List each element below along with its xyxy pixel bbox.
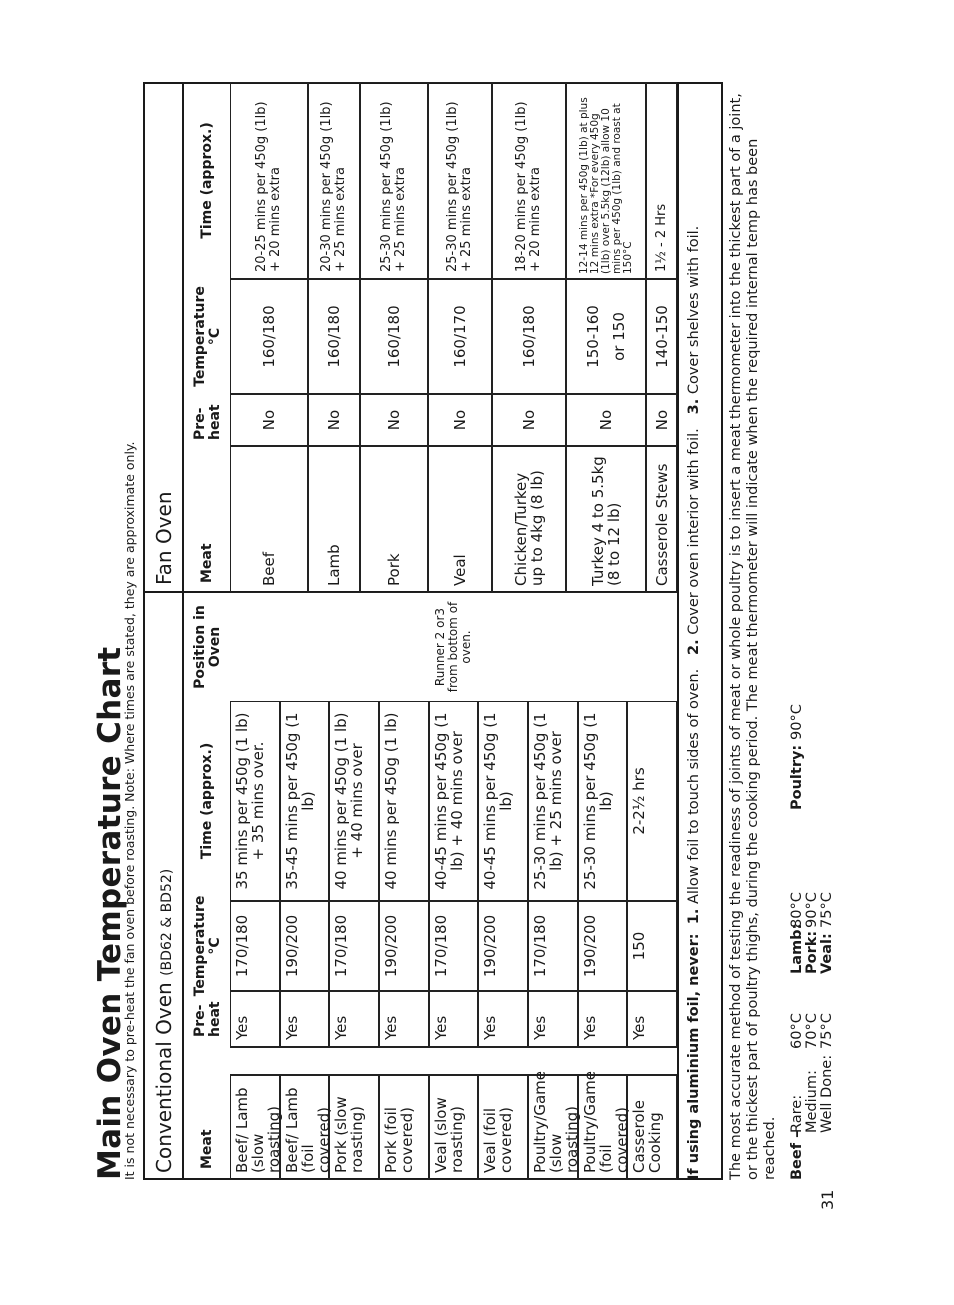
conv-row-preheat: Yes bbox=[329, 991, 379, 1047]
fan-row-time: 25-30 mins per 450g (1lb) + 25 mins extra bbox=[360, 82, 428, 279]
conv-row-temp: 190/200 bbox=[280, 901, 330, 991]
conv-row-time: 40-45 mins per 450g (1 lb) + 40 mins over bbox=[429, 701, 479, 901]
fan-row-temp-value: 150-160 bbox=[584, 305, 602, 368]
pork-value: 90°C bbox=[804, 892, 820, 928]
conv-row-preheat: Yes bbox=[429, 991, 479, 1047]
conv-row-time: 35-45 mins per 450g (1 lb) bbox=[280, 701, 330, 901]
conv-row-meat: Veal (foil covered) bbox=[478, 1075, 528, 1180]
fan-row-temp-value: 160/180 bbox=[325, 305, 343, 368]
fan-row-temp-value: 160/180 bbox=[520, 305, 538, 368]
conv-row-meat: Poultry/Game (foil covered) bbox=[578, 1075, 628, 1180]
fan-row-meat: Lamb bbox=[308, 446, 360, 593]
fan-row-time: 1½ - 2 Hrs bbox=[646, 82, 677, 279]
conventional-models: (BD62 & BD52) bbox=[159, 868, 175, 976]
fan-row-temp bbox=[230, 279, 308, 394]
foil-lead: If using aluminium foil, never: bbox=[686, 933, 702, 1180]
conv-row-temp: 170/180 bbox=[429, 901, 479, 991]
fan-row-meat: Veal bbox=[428, 446, 492, 593]
fan-row-meat: Beef bbox=[230, 446, 308, 593]
fan-row-time: 20-25 mins per 450g (1lb) + 20 mins extra bbox=[230, 82, 308, 279]
thermometer-paragraph: The most accurate method of testing the readiness of joints of meat or whole poultry is to insert a meat thermometer into the thickest part of a joint, or the thickest part of poultry thighs, during the cooking period. The meat thermometer will indicate when the required internal temp has been reached. bbox=[728, 93, 778, 1180]
medium-label: Medium: bbox=[804, 1070, 820, 1133]
fan-row-temp bbox=[360, 279, 428, 394]
welldone-value: 75°C bbox=[819, 1013, 835, 1049]
fan-row-temp bbox=[428, 279, 492, 394]
fan-row-preheat: No bbox=[566, 394, 646, 446]
conv-header-temperature: Temperature °C bbox=[191, 895, 223, 997]
conv-row-meat: Veal (slow roasting) bbox=[429, 1075, 479, 1180]
conv-row-meat: Pork (slow roasting) bbox=[329, 1075, 379, 1180]
page-title: Main Oven Temperature Chart bbox=[92, 646, 128, 1180]
conv-row-meat: Poultry/Game (slow roasting) bbox=[528, 1075, 578, 1180]
conv-row-time: 40 mins per 450g (1 lb) + 40 mins over bbox=[329, 701, 379, 901]
conv-header-position: Position in Oven bbox=[191, 605, 223, 689]
fan-header-preheat: Pre-heat bbox=[191, 404, 223, 440]
conv-row-time: 25-30 mins per 450g (1 lb) + 25 mins over bbox=[528, 701, 578, 901]
conv-row-temp: 170/180 bbox=[230, 901, 280, 991]
conv-row-temp: 190/200 bbox=[478, 901, 528, 991]
foil-n2: 2. bbox=[686, 639, 702, 655]
foil-t2: Cover oven interior with foil. bbox=[686, 428, 702, 635]
conv-header-preheat: Pre-heat bbox=[191, 1001, 223, 1037]
fan-header-meat: Meat bbox=[199, 543, 215, 583]
pork-label: Pork: bbox=[804, 930, 820, 974]
fan-row-meat: Casserole Stews bbox=[646, 446, 677, 593]
conv-row-preheat: Yes bbox=[280, 991, 330, 1047]
fan-row-time: 18-20 mins per 450g (1lb) + 20 mins extra bbox=[492, 82, 566, 279]
rare-value: 60°C bbox=[789, 1013, 805, 1049]
conv-row-meat: Beef/ Lamb (slow roasting) bbox=[230, 1075, 280, 1180]
conv-row-preheat: Yes bbox=[578, 991, 628, 1047]
fan-header-temperature: Temperature °C bbox=[191, 286, 223, 387]
conv-header-meat: Meat bbox=[199, 1129, 215, 1169]
poultry-value: 90°C bbox=[789, 704, 805, 740]
fan-row-temp bbox=[492, 279, 566, 394]
conv-row-time: 2-2½ hrs bbox=[627, 701, 677, 901]
veal-label: Veal: bbox=[819, 933, 835, 974]
fan-row-temp-value: 160/180 bbox=[260, 305, 278, 368]
preheat-note: It is not necessary to pre-heat the fan oven before roasting. Note: Where times are stated, they are approximate only. bbox=[122, 441, 137, 1180]
fan-row-preheat: No bbox=[646, 394, 677, 446]
conv-header-time: Time (approx.) bbox=[199, 742, 215, 860]
conv-position-cell: Runner 2 or3 from bottom of oven. bbox=[433, 601, 473, 693]
conv-row-time: 40-45 mins per 450g (1 lb) bbox=[478, 701, 528, 901]
conv-spacer bbox=[230, 1047, 677, 1075]
foil-rule bbox=[677, 82, 679, 1180]
foil-t3: Cover shelves with foil. bbox=[686, 225, 702, 395]
page-number: 31 bbox=[818, 1189, 837, 1210]
conv-row-preheat: Yes bbox=[627, 991, 677, 1047]
conventional-title-rule bbox=[182, 593, 184, 1180]
fan-row-preheat: No bbox=[492, 394, 566, 446]
fan-row-temp-alt: or 150 bbox=[610, 312, 628, 361]
fan-row-temp bbox=[308, 279, 360, 394]
fan-row-temp-value: 160/170 bbox=[451, 305, 469, 368]
internal-temps bbox=[790, 380, 850, 1180]
conv-row-preheat: Yes bbox=[379, 991, 429, 1047]
fan-title-rule bbox=[182, 82, 184, 593]
fan-row-time: 20-30 mins per 450g (1lb) + 25 mins extra bbox=[308, 82, 360, 279]
foil-n1: 1. bbox=[686, 908, 702, 925]
fan-row-time: 25-30 mins per 450g (1lb) + 25 mins extra bbox=[428, 82, 492, 279]
fan-row-temp-value: 160/180 bbox=[385, 305, 403, 368]
foil-warning bbox=[686, 82, 702, 1180]
conv-row-temp: 170/180 bbox=[329, 901, 379, 991]
lamb-value: 80°C bbox=[789, 892, 805, 928]
conv-row-time: 40 mins per 450g (1 lb) bbox=[379, 701, 429, 901]
conventional-title-text: Conventional Oven bbox=[152, 982, 176, 1173]
conv-row-meat: Pork (foil covered) bbox=[379, 1075, 429, 1180]
beef-label: Beef – bbox=[789, 1130, 805, 1180]
fan-row-temp bbox=[566, 279, 646, 394]
conv-row-preheat: Yes bbox=[528, 991, 578, 1047]
fan-row-temp bbox=[646, 279, 677, 394]
lamb-label: Lamb: bbox=[789, 923, 805, 974]
fan-row-meat: Turkey 4 to 5.5kg (8 to 12 lb) bbox=[566, 446, 646, 593]
rare-label: Rare: bbox=[789, 1094, 805, 1133]
conv-row-temp: 170/180 bbox=[528, 901, 578, 991]
fan-row-meat: Pork bbox=[360, 446, 428, 593]
veal-value: 75°C bbox=[819, 892, 835, 928]
conv-row-meat: Casserole Cooking bbox=[627, 1075, 677, 1180]
fan-header-time: Time (approx.) bbox=[199, 122, 215, 239]
conv-row-temp: 190/200 bbox=[578, 901, 628, 991]
conv-row-meat: Beef/ Lamb (foil covered) bbox=[280, 1075, 330, 1180]
fan-row-preheat: No bbox=[428, 394, 492, 446]
conv-row-temp: 190/200 bbox=[379, 901, 429, 991]
conv-row-time: 35 mins per 450g (1 lb) + 35 mins over. bbox=[230, 701, 280, 901]
fan-title: Fan Oven bbox=[152, 491, 176, 585]
foil-n3: 3. bbox=[686, 398, 702, 415]
conventional-title bbox=[152, 869, 176, 1173]
fan-row-preheat: No bbox=[308, 394, 360, 446]
poultry-label: Poultry: bbox=[789, 744, 805, 810]
conv-row-preheat: Yes bbox=[478, 991, 528, 1047]
conv-row-temp: 150 bbox=[627, 901, 677, 991]
conv-row-preheat: Yes bbox=[230, 991, 280, 1047]
fan-row-preheat: No bbox=[360, 394, 428, 446]
fan-row-preheat: No bbox=[230, 394, 308, 446]
fan-row-meat: Chicken/Turkey up to 4kg (8 lb) bbox=[492, 446, 566, 593]
medium-value: 70°C bbox=[804, 1013, 820, 1049]
fan-row-time: 12-14 mins per 450g (1lb) at plus 12 mins extra *For every 450g (1lb) over 5.5kg (12lb) allow 10 mins per 450g (1lb) and roast at 150°C bbox=[566, 82, 646, 279]
fan-row-temp-value: 140-150 bbox=[652, 305, 671, 368]
conv-row-time: 25-30 mins per 450g (1 lb) bbox=[578, 701, 628, 901]
foil-t1: Allow foil to touch sides of oven. bbox=[686, 668, 702, 905]
welldone-label: Well Done: bbox=[819, 1054, 835, 1133]
